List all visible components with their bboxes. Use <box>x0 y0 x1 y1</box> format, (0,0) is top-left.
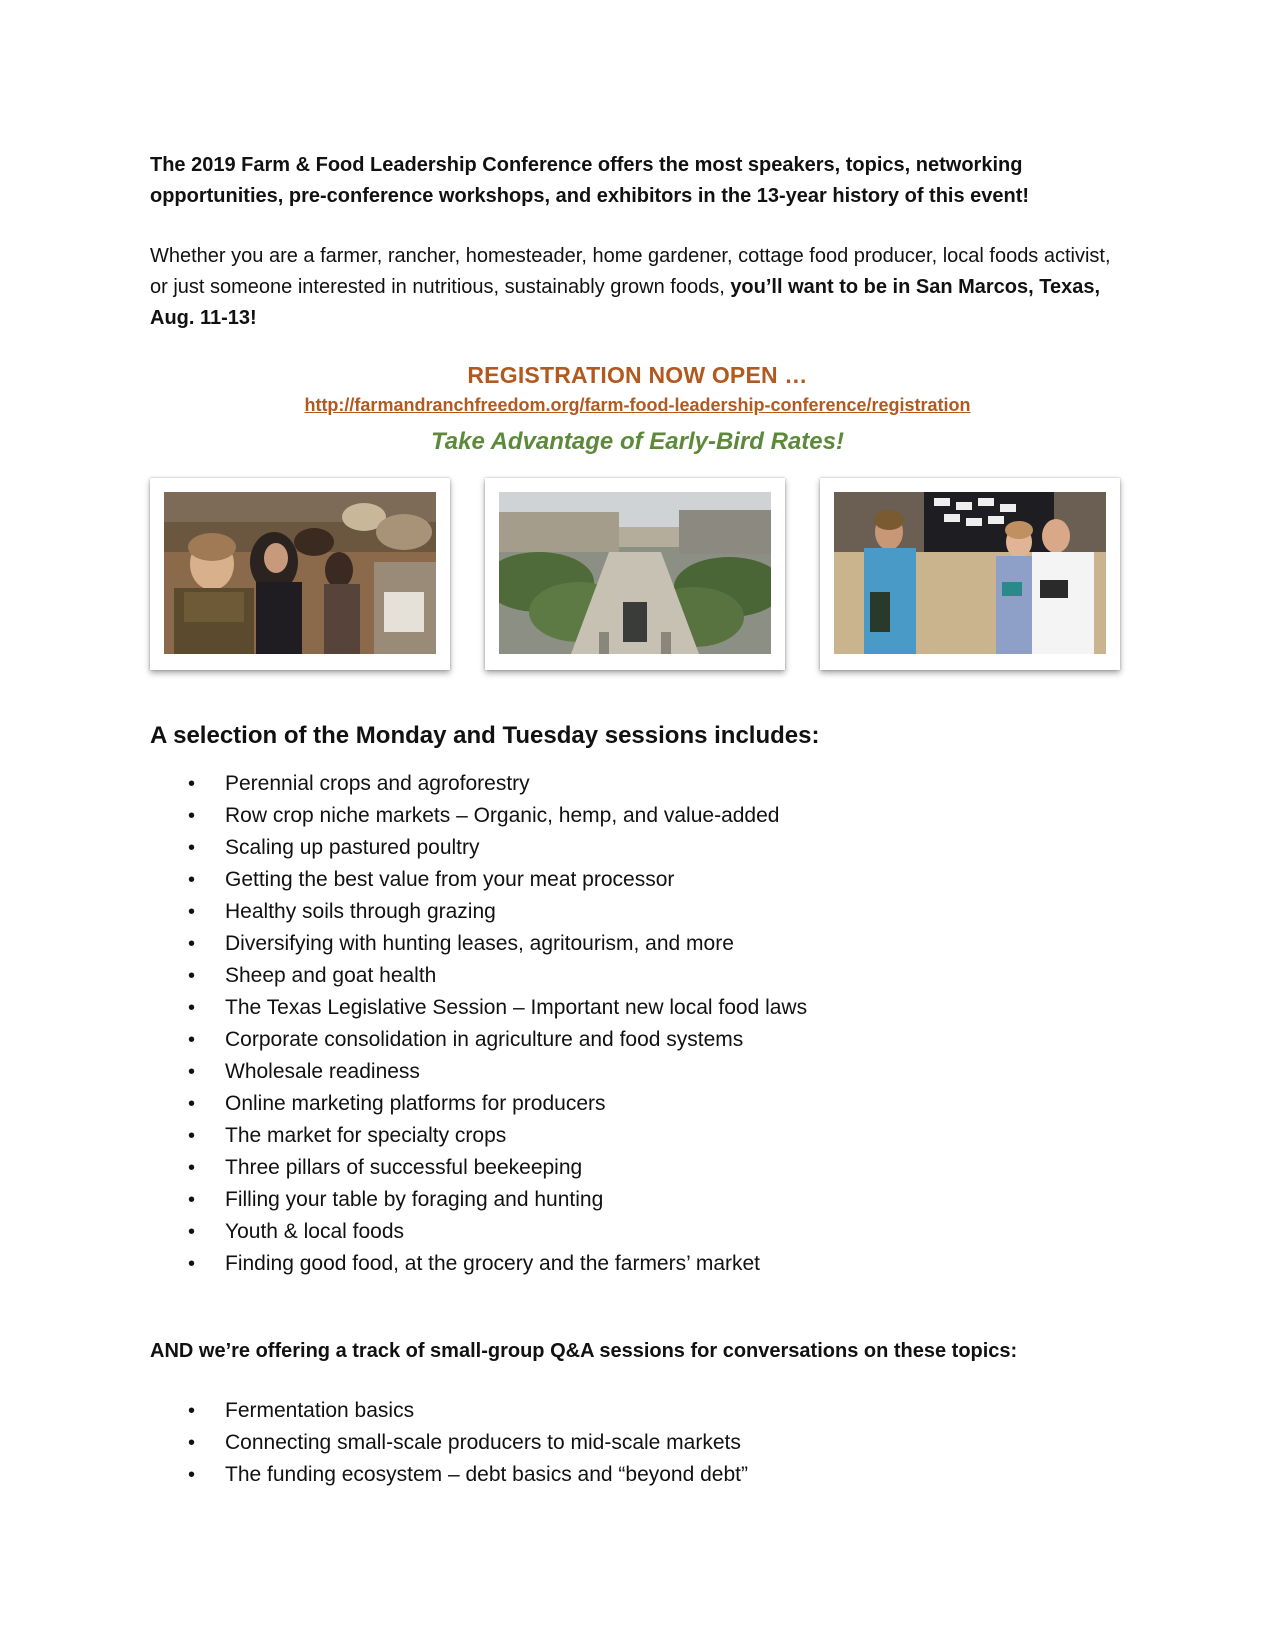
bullet-icon: • <box>188 1029 196 1051</box>
list-item-text: The Texas Legislative Session – Important new local food laws <box>225 996 808 1019</box>
list-item <box>150 800 1125 832</box>
list-item-text: Corporate consolidation in agriculture and food systems <box>225 1028 744 1051</box>
list-item-text: Connecting small-scale producers to mid-scale markets <box>225 1431 741 1454</box>
sessions-list <box>150 768 1125 1280</box>
list-item <box>150 1427 1125 1459</box>
list-item-text: Healthy soils through grazing <box>225 900 496 923</box>
list-item <box>150 1395 1125 1427</box>
networking-photo-image <box>834 492 1106 654</box>
photo-networking <box>820 478 1120 670</box>
list-item-text: The funding ecosystem – debt basics and “beyond debt” <box>225 1463 748 1486</box>
bullet-icon: • <box>188 901 196 923</box>
list-item-text: Online marketing platforms for producers <box>225 1092 606 1115</box>
list-item-text: Wholesale readiness <box>225 1060 420 1083</box>
list-item <box>150 1120 1125 1152</box>
list-item <box>150 1056 1125 1088</box>
bullet-icon: • <box>188 933 196 955</box>
bullet-icon: • <box>188 773 196 795</box>
qa-heading: AND we’re offering a track of small-group Q&A sessions for conversations on these topics: <box>150 1340 1018 1362</box>
bullet-icon: • <box>188 965 196 987</box>
photo-audience <box>150 478 450 670</box>
bullet-icon: • <box>188 1221 196 1243</box>
list-item <box>150 1248 1125 1280</box>
list-item <box>150 768 1125 800</box>
bullet-icon: • <box>188 1464 196 1486</box>
list-item <box>150 864 1125 896</box>
list-item-text: Finding good food, at the grocery and the farmers’ market <box>225 1252 761 1275</box>
list-item-text: Scaling up pastured poultry <box>225 836 480 859</box>
registration-link[interactable]: http://farmandranchfreedom.org/farm-food-leadership-conference/registration <box>304 395 971 415</box>
bullet-icon: • <box>188 869 196 891</box>
list-item-text: Fermentation basics <box>225 1399 415 1422</box>
list-item <box>150 1088 1125 1120</box>
list-item-text: The market for specialty crops <box>225 1124 507 1147</box>
audience-text: Whether you are a farmer, rancher, homesteader, home gardener, cottage food producer, local foods activist, or just someone interested in nutritious, sustainably grown foods, <box>150 245 1111 298</box>
registration-block <box>150 362 1125 416</box>
photo-campus <box>485 478 785 670</box>
bullet-icon: • <box>188 1253 196 1275</box>
early-bird-text: Take Advantage of Early-Bird Rates! <box>430 428 844 455</box>
campus-photo-image <box>499 492 771 654</box>
qa-list <box>150 1395 1125 1491</box>
bullet-icon: • <box>188 837 196 859</box>
bullet-icon: • <box>188 1125 196 1147</box>
list-item <box>150 1024 1125 1056</box>
bullet-icon: • <box>188 1400 196 1422</box>
bullet-icon: • <box>188 805 196 827</box>
list-item-text: Youth & local foods <box>225 1220 405 1243</box>
list-item-text: Three pillars of successful beekeeping <box>225 1156 583 1179</box>
sessions-heading: A selection of the Monday and Tuesday sessions includes: <box>150 722 820 749</box>
document-page <box>150 150 1125 1491</box>
list-item <box>150 1459 1125 1491</box>
bullet-icon: • <box>188 1189 196 1211</box>
audience-paragraph <box>150 241 1125 334</box>
list-item <box>150 832 1125 864</box>
registration-title: REGISTRATION NOW OPEN … <box>467 362 808 388</box>
bullet-icon: • <box>188 1432 196 1454</box>
list-item-text: Perennial crops and agroforestry <box>225 772 530 795</box>
list-item <box>150 960 1125 992</box>
audience-bold-text: you’ll want to be in San Marcos, Texas, Aug. 11-13! <box>150 276 1101 329</box>
list-item-text: Filling your table by foraging and hunting <box>225 1188 604 1211</box>
bullet-icon: • <box>188 1061 196 1083</box>
list-item <box>150 1152 1125 1184</box>
photo-strip <box>150 478 1120 670</box>
list-item <box>150 896 1125 928</box>
list-item <box>150 1184 1125 1216</box>
list-item-text: Diversifying with hunting leases, agritourism, and more <box>225 932 734 955</box>
intro-paragraph: The 2019 Farm & Food Leadership Conference offers the most speakers, topics, networking opportunities, pre-conference workshops, and exhibitors in the 13-year history of this event! <box>150 154 1030 207</box>
bullet-icon: • <box>188 1093 196 1115</box>
list-item-text: Sheep and goat health <box>225 964 437 987</box>
list-item <box>150 1216 1125 1248</box>
list-item-text: Row crop niche markets – Organic, hemp, and value-added <box>225 804 780 827</box>
list-item <box>150 992 1125 1024</box>
list-item <box>150 928 1125 960</box>
audience-photo-image <box>164 492 436 654</box>
bullet-icon: • <box>188 997 196 1019</box>
list-item-text: Getting the best value from your meat processor <box>225 868 675 891</box>
bullet-icon: • <box>188 1157 196 1179</box>
